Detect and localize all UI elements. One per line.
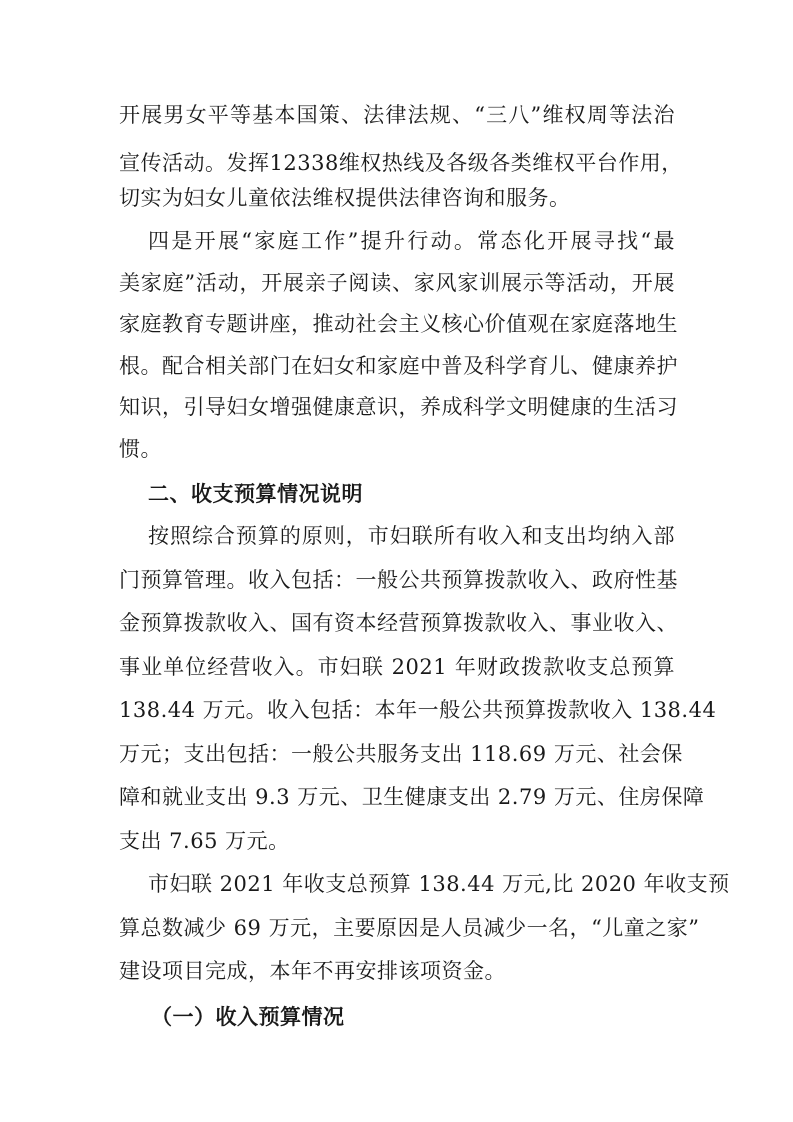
text-line: 支出 7.65 万元。 — [119, 829, 290, 853]
text-line: 万元；支出包括：一般公共服务支出 118.69 万元、社会保 — [119, 742, 683, 766]
text-line: 138.44 万元。收入包括：本年一般公共预算拨款收入 138.44 — [119, 698, 717, 722]
text-line: 门预算管理。收入包括：一般公共预算拨款收入、政府性基 — [119, 568, 678, 592]
text-line: 建设项目完成，本年不再安排该项资金。 — [119, 959, 506, 983]
text-line: 算总数减少 69 万元，主要原因是人员减少一名，“儿童之家” — [119, 916, 700, 940]
text-line: 知识，引导妇女增强健康意识，养成科学文明健康的生活习 — [119, 395, 678, 419]
text-line: 开展男女平等基本国策、法律法规、“三八”维权周等法治 — [119, 103, 675, 127]
text-line: 宣传活动。发挥12338维权热线及各级各类维权平台作用， — [119, 151, 683, 175]
subsection-heading: （一）收入预算情况 — [151, 1005, 345, 1029]
text-line: 四是开展“家庭工作”提升行动。常态化开展寻找“最 — [148, 229, 675, 253]
text-line: 事业单位经营收入。市妇联 2021 年财政拨款收支总预算 — [119, 655, 675, 679]
text-line: 金预算拨款收入、国有资本经营预算拨款收入、事业收入、 — [119, 611, 678, 635]
text-line: 切实为妇女儿童依法维权提供法律咨询和服务。 — [119, 186, 571, 210]
text-line: 惯。 — [119, 437, 162, 461]
text-line: 市妇联 2021 年收支总预算 138.44 万元,比 2020 年收支预 — [148, 872, 730, 896]
text-line: 家庭教育专题讲座，推动社会主义核心价值观在家庭落地生 — [119, 312, 678, 336]
text-line: 按照综合预算的原则，市妇联所有收入和支出均纳入部 — [148, 524, 675, 548]
section-heading: 二、收支预算情况说明 — [148, 482, 363, 506]
text-line: 美家庭”活动，开展亲子阅读、家风家训展示等活动，开展 — [119, 271, 675, 295]
text-line: 根。配合相关部门在妇女和家庭中普及科学育儿、健康养护 — [119, 354, 678, 378]
text-line: 障和就业支出 9.3 万元、卫生健康支出 2.79 万元、住房保障 — [119, 785, 705, 809]
